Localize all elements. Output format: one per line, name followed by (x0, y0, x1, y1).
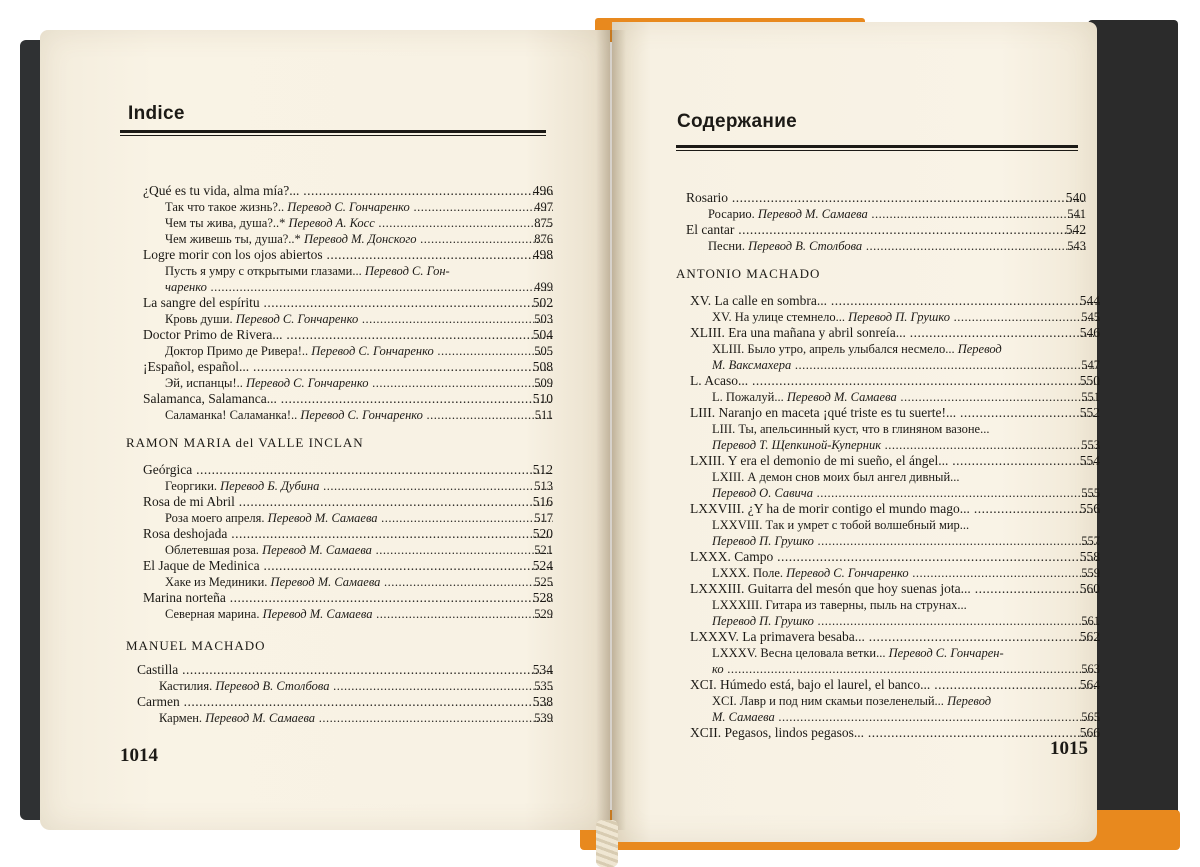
toc-translation-entry (690, 693, 1100, 709)
entry-title: Эй, испанцы!.. (165, 376, 243, 390)
entry-page-number: 498 (532, 247, 553, 262)
entry-title: XV. На улице стемнело... (712, 310, 845, 324)
entry-title: Doctor Primo de Rivera... (143, 327, 283, 342)
page-title-right: Содержание (677, 111, 798, 132)
entry-translator: Перевод М. Самаева (205, 711, 316, 725)
entry-title: Carmen (137, 694, 180, 709)
heading-rule-thin (676, 150, 1078, 151)
entry-page-number: 534 (532, 662, 553, 677)
entry-page-number: 538 (532, 694, 553, 709)
entry-title: Росарио. (708, 207, 755, 221)
entry-page-number: 564 (1079, 677, 1100, 692)
toc-translation-entry (143, 510, 553, 526)
entry-title: Rosario (686, 190, 728, 205)
entry-page-number: 521 (534, 543, 553, 557)
entry-page-number: 545 (1081, 310, 1100, 324)
entry-title: Георгики. (165, 479, 218, 493)
toc-entry (143, 391, 553, 407)
entry-title: Marina norteña (143, 590, 226, 605)
entry-page-number: 497 (534, 200, 553, 214)
entry-title: LXXXIII. Guitarra del mesón que hoy suenas jota... (690, 581, 971, 596)
entry-title: Чем ты жива, душа?..* (165, 216, 286, 230)
entry-title: LXXXIII. Гитара из таверны, пыль на струнах... (712, 598, 967, 612)
entry-page-number: 557 (1081, 534, 1100, 548)
toc-list-left-c (137, 662, 553, 726)
entry-page-number: 551 (1081, 390, 1100, 404)
entry-title: XLIII. Era una mañana y abril sonreía... (690, 325, 906, 340)
entry-page-number: 876 (534, 232, 553, 246)
toc-translation-entry (143, 542, 553, 558)
entry-page-number: 503 (534, 312, 553, 326)
toc-entry (690, 293, 1100, 309)
toc-translation-entry (690, 485, 1100, 501)
entry-page-number: 566 (1079, 725, 1100, 740)
entry-page-number: 502 (532, 295, 553, 310)
entry-title: XLIII. Было утро, апрель улыбался несмело... (712, 342, 955, 356)
entry-title: Кармен. (159, 711, 203, 725)
entry-translator: Перевод С. Гончаренко (287, 200, 410, 214)
toc-entry (690, 373, 1100, 389)
entry-page-number: 556 (1079, 501, 1100, 516)
entry-translator: Перевод С. Гончаренко (786, 566, 909, 580)
entry-title: XCI. Húmedo está, bajo el laurel, el banco... (690, 677, 931, 692)
entry-translator: Перевод П. Грушко (712, 614, 814, 628)
entry-translator: Перевод Т. Щепкиной-Куперник (712, 438, 882, 452)
entry-translator: Перевод В. Столбова (215, 679, 330, 693)
entry-translator: Перевод (957, 342, 1002, 356)
entry-translator: Перевод В. Столбова (748, 239, 863, 253)
entry-page-number: 559 (1081, 566, 1100, 580)
entry-page-number: 510 (532, 391, 553, 406)
toc-translation-entry (143, 574, 553, 590)
heading-rule-thin (120, 135, 546, 136)
toc-entry (143, 183, 553, 199)
entry-title: Кровь души. (165, 312, 233, 326)
entry-title: Rosa de mi Abril (143, 494, 235, 509)
page-title-left: Indice (128, 103, 185, 124)
heading-rule-thick (676, 145, 1078, 148)
entry-page-number: 552 (1079, 405, 1100, 420)
entry-title: XCI. Лавр и под ним скамьи позеленелый... (712, 694, 944, 708)
toc-translation-entry (137, 678, 553, 694)
toc-list-right-a (686, 190, 1086, 254)
toc-entry (686, 222, 1086, 238)
entry-page-number: 562 (1079, 629, 1100, 644)
toc-translation-entry (690, 645, 1100, 661)
entry-translator: Перевод П. Грушко (848, 310, 950, 324)
entry-page-number: 540 (1065, 190, 1086, 205)
toc-entry (137, 694, 553, 710)
entry-title: Роза моего апреля. (165, 511, 265, 525)
entry-page-number: 541 (1067, 207, 1086, 221)
entry-page-number: 505 (534, 344, 553, 358)
entry-translator: Перевод М. Самаева (786, 390, 897, 404)
entry-page-number: 560 (1079, 581, 1100, 596)
entry-title: Rosa deshojada (143, 526, 228, 541)
toc-translation-entry (690, 469, 1100, 485)
entry-page-number: 539 (534, 711, 553, 725)
entry-title: LXIII. А демон снов моих был ангел дивный... (712, 470, 960, 484)
entry-translator: Перевод С. Гон- (364, 264, 450, 278)
entry-title: L. Acaso... (690, 373, 749, 388)
entry-title: L. Пожалуй... (712, 390, 784, 404)
toc-translation-entry (143, 478, 553, 494)
toc-entry (143, 247, 553, 263)
toc-entry (137, 662, 553, 678)
entry-page-number: 529 (534, 607, 553, 621)
entry-translator: Перевод М. Донского (303, 232, 417, 246)
entry-page-number: 511 (534, 408, 553, 422)
toc-translation-entry (143, 606, 553, 622)
entry-page-number: 558 (1079, 549, 1100, 564)
entry-translator: Перевод С. Гончаренко (300, 408, 423, 422)
entry-title: El cantar (686, 222, 735, 237)
toc-translation-entry (143, 231, 553, 247)
toc-translation-entry (143, 407, 553, 423)
entry-page-number: 528 (532, 590, 553, 605)
entry-title: Кастилия. (159, 679, 213, 693)
author-heading: RAMON MARIA del VALLE INCLAN (126, 435, 364, 450)
entry-translator: Перевод М. Самаева (262, 543, 372, 557)
entry-page-number: 550 (1079, 373, 1100, 388)
entry-page-number: 563 (1081, 662, 1100, 676)
entry-title: LXXXV. La primavera besaba... (690, 629, 865, 644)
entry-title: Пусть я умру с открытыми глазами... (165, 264, 362, 278)
entry-translator: Перевод С. Гончаренко (311, 344, 434, 358)
toc-entry (143, 359, 553, 375)
toc-entry (690, 325, 1100, 341)
toc-entry (690, 725, 1100, 741)
entry-page-number: 542 (1065, 222, 1086, 237)
toc-translation-entry (143, 311, 553, 327)
toc-translation-entry (690, 533, 1100, 549)
entry-page-number: 524 (532, 558, 553, 573)
entry-page-number: 513 (534, 479, 553, 493)
entry-title: LXXXV. Весна целовала ветки... (712, 646, 886, 660)
entry-page-number: 496 (532, 183, 553, 198)
entry-translator: Перевод М. Самаева (267, 511, 378, 525)
entry-translator: ко (712, 662, 724, 676)
toc-entry (690, 501, 1100, 517)
entry-translator: Перевод С. Гончаренко (235, 312, 359, 326)
entry-page-number: 565 (1081, 710, 1100, 724)
toc-list-left-a (143, 183, 553, 423)
toc-list-right-b (690, 293, 1100, 741)
entry-translator: чаренко (165, 280, 207, 294)
entry-title: La sangre del espíritu (143, 295, 260, 310)
toc-entry (143, 590, 553, 606)
entry-title: LXXX. Поле. (712, 566, 783, 580)
entry-title: LIII. Naranjo en maceta ¡qué triste es tu suerte!... (690, 405, 957, 420)
toc-list-left-b (143, 462, 553, 622)
entry-title: LXXVIII. ¿Y ha de morir contigo el mundo mago... (690, 501, 970, 516)
toc-translation-entry (690, 597, 1100, 613)
toc-entry (686, 190, 1086, 206)
entry-title: LIII. Ты, апельсинный куст, что в глиняном вазоне... (712, 422, 990, 436)
toc-entry (143, 295, 553, 311)
entry-title: Северная марина. (165, 607, 260, 621)
entry-title: XV. La calle en sombra... (690, 293, 827, 308)
toc-entry (143, 558, 553, 574)
entry-title: Хаке из Мединики. (165, 575, 268, 589)
toc-translation-entry (143, 279, 553, 295)
toc-translation-entry (690, 517, 1100, 533)
entry-title: Саламанка! Саламанка!.. (165, 408, 298, 422)
entry-translator: Перевод М. Самаева (270, 575, 381, 589)
entry-title: Чем живешь ты, душа?..* (165, 232, 301, 246)
entry-page-number: 499 (534, 280, 553, 294)
entry-page-number: 509 (534, 376, 553, 390)
entry-translator: Перевод М. Самаева (262, 607, 373, 621)
toc-translation-entry (690, 661, 1100, 677)
entry-title: Salamanca, Salamanca... (143, 391, 277, 406)
toc-translation-entry (690, 565, 1100, 581)
toc-entry (690, 405, 1100, 421)
bookmark-ribbon[interactable] (596, 820, 618, 867)
entry-translator: М. Ваксмахера (712, 358, 792, 372)
toc-translation-entry (690, 709, 1100, 725)
toc-translation-entry (143, 263, 553, 279)
entry-page-number: 546 (1079, 325, 1100, 340)
entry-translator: М. Самаева (712, 710, 775, 724)
entry-page-number: 544 (1079, 293, 1100, 308)
entry-page-number: 520 (532, 526, 553, 541)
heading-rule-thick (120, 130, 546, 133)
toc-entry (143, 327, 553, 343)
entry-translator: Перевод (947, 694, 992, 708)
toc-translation-entry (686, 206, 1086, 222)
toc-entry (690, 629, 1100, 645)
entry-title: Geórgica (143, 462, 193, 477)
toc-translation-entry (143, 343, 553, 359)
entry-page-number: 525 (534, 575, 553, 589)
entry-title: XCII. Pegasos, lindos pegasos... (690, 725, 864, 740)
entry-page-number: 504 (532, 327, 553, 342)
toc-translation-entry (690, 437, 1100, 453)
entry-title: ¿Qué es tu vida, alma mía?... (143, 183, 300, 198)
toc-translation-entry (690, 613, 1100, 629)
toc-translation-entry (690, 389, 1100, 405)
entry-page-number: 516 (532, 494, 553, 509)
toc-translation-entry (690, 421, 1100, 437)
entry-translator: Перевод С. Гончаренко (245, 376, 369, 390)
entry-title: Так что такое жизнь?.. (165, 200, 285, 214)
entry-title: Облетевшая роза. (165, 543, 259, 557)
entry-title: El Jaque de Medinica (143, 558, 260, 573)
author-heading: MANUEL MACHADO (126, 638, 266, 653)
toc-translation-entry (143, 375, 553, 391)
book-cover-right (1088, 20, 1178, 840)
toc-translation-entry (690, 357, 1100, 373)
toc-entry (143, 494, 553, 510)
entry-title: LXXX. Campo (690, 549, 774, 564)
entry-title: LXXVIII. Так и умрет с тобой волшебный мир... (712, 518, 970, 532)
entry-translator: Перевод А. Косс (288, 216, 375, 230)
entry-title: Logre morir con los ojos abiertos (143, 247, 323, 262)
entry-page-number: 555 (1081, 486, 1100, 500)
entry-title: Castilla (137, 662, 179, 677)
toc-translation-entry (143, 199, 553, 215)
entry-page-number: 554 (1079, 453, 1100, 468)
entry-page-number: 517 (534, 511, 553, 525)
toc-entry (690, 581, 1100, 597)
entry-page-number: 547 (1081, 358, 1100, 372)
entry-page-number: 561 (1081, 614, 1100, 628)
entry-translator: Перевод Б. Дубина (220, 479, 320, 493)
entry-translator: Перевод С. Гончарен- (888, 646, 1004, 660)
page-number-right: 1015 (1050, 738, 1088, 759)
entry-title: Доктор Примо де Ривера!.. (165, 344, 309, 358)
toc-translation-entry (690, 341, 1100, 357)
entry-title: LXIII. Y era el demonio de mi sueño, el ángel... (690, 453, 949, 468)
toc-entry (143, 462, 553, 478)
entry-translator: Перевод О. Савича (712, 486, 814, 500)
toc-translation-entry (137, 710, 553, 726)
toc-translation-entry (143, 215, 553, 231)
toc-entry (690, 677, 1100, 693)
page-number-left: 1014 (120, 745, 158, 766)
toc-entry (143, 526, 553, 542)
entry-page-number: 875 (534, 216, 553, 230)
entry-page-number: 543 (1067, 239, 1086, 253)
entry-page-number: 508 (532, 359, 553, 374)
toc-translation-entry (690, 309, 1100, 325)
entry-translator: Перевод М. Самаева (757, 207, 868, 221)
entry-title: ¡Español, español... (143, 359, 250, 374)
toc-entry (690, 453, 1100, 469)
entry-page-number: 535 (534, 679, 553, 693)
toc-translation-entry (686, 238, 1086, 254)
toc-entry (690, 549, 1100, 565)
entry-title: Песни. (708, 239, 745, 253)
entry-page-number: 512 (532, 462, 553, 477)
entry-translator: Перевод П. Грушко (712, 534, 814, 548)
author-heading: ANTONIO MACHADO (676, 266, 821, 281)
book-gutter (596, 30, 626, 830)
entry-page-number: 553 (1081, 438, 1100, 452)
